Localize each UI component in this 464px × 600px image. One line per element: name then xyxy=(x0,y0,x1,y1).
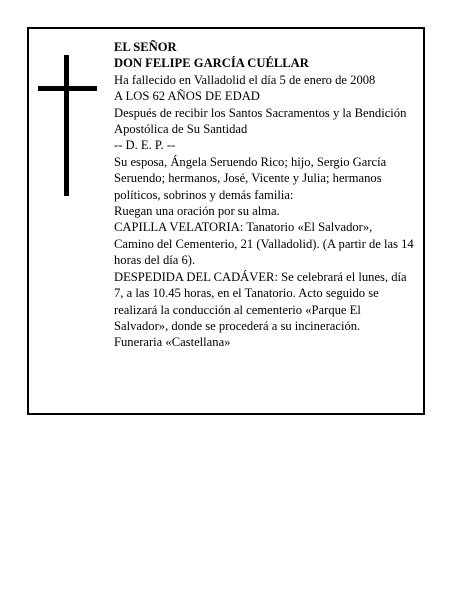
rip-line: -- D. E. P. -- xyxy=(114,138,176,153)
deceased-name: DON FELIPE GARCÍA CUÉLLAR xyxy=(114,56,309,71)
age-statement: A LOS 62 AÑOS DE EDAD xyxy=(114,89,260,104)
cross-icon xyxy=(64,55,69,196)
sacraments-statement: Después de recibir los Santos Sacramentos y la Bendición Apostólica de Su Santidad xyxy=(114,105,407,137)
prayer-request: Ruegan una oración por su alma. xyxy=(114,204,280,219)
wake-info: CAPILLA VELATORIA: Tanatorio «El Salvador», Camino del Cementerio, 21 (Valladolid). (A partir de las 14 horas del día 6). xyxy=(114,220,414,268)
cross-icon-bar xyxy=(38,86,97,91)
notice-body xyxy=(114,39,414,351)
notice-title: EL SEÑOR xyxy=(114,40,177,54)
family-list: Su esposa, Ángela Seruendo Rico; hijo, Sergio García Seruendo; hermanos, José, Vicente y Julia; hermanos políticos, sobrinos y demás familia: xyxy=(114,154,387,202)
death-statement: Ha fallecido en Valladolid el día 5 de enero de 2008 xyxy=(114,72,376,87)
farewell-info: DESPEDIDA DEL CADÁVER: Se celebrará el lunes, día 7, a las 10.45 horas, en el Tanatorio. Acto seguido se realizará la conducción al cementerio «Parque El Salvador», donde se procederá a su incineración. xyxy=(114,269,407,333)
funeral-home: Funeraria «Castellana» xyxy=(114,335,231,350)
